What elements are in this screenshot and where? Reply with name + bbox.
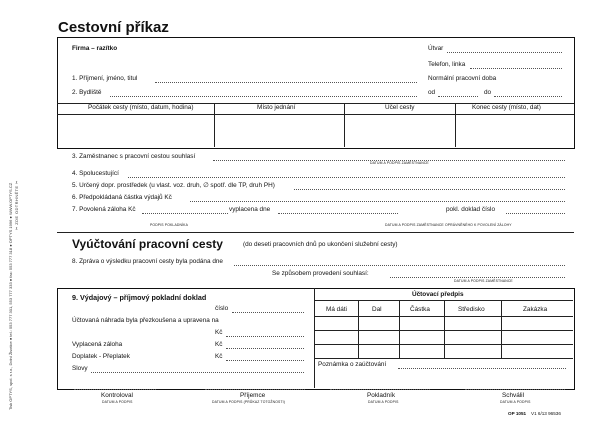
doplatek-label: Doplatek - Přeplatek (72, 353, 130, 360)
line-5-label: 5. Určený dopr. prostředek (u vlast. voz. druh, ∅ spotř. dle TP, druh PH) (72, 182, 275, 189)
trip-cell-start[interactable] (58, 115, 213, 146)
trip-header-purpose: Účel cesty (385, 104, 415, 111)
predpis-title: Účtovací předpis (412, 291, 464, 298)
nahrada-kc-label: Kč (215, 329, 223, 336)
line-3-label: 3. Zaměstnanec s pracovní cestou souhlasí (72, 153, 196, 160)
sig-schvalil-label: Schválil (502, 392, 525, 399)
sig-pokladnik-field[interactable] (330, 389, 430, 390)
zpusob-field[interactable] (390, 277, 565, 278)
sig-schvalil-field[interactable] (465, 389, 565, 390)
sig-kontroloval-caption: DATUM A PODPIS (102, 400, 133, 404)
line-7-doklad-field[interactable] (506, 213, 565, 214)
vyuctovani-subtitle: (do deseti pracovních dnů po ukončení služební cesty) (243, 241, 398, 248)
predpis-col-zakazka: Zakázka (523, 306, 548, 313)
trip-cell-purpose[interactable] (345, 115, 454, 146)
form-code: OP 1051 (508, 411, 527, 416)
sig-pokladnik-label: Pokladník (367, 392, 396, 399)
nahrada-kc-field[interactable] (226, 336, 304, 337)
sig-kontroloval-label: Kontroloval (101, 392, 133, 399)
predpis-col-ma-dati: Má dáti (326, 306, 347, 313)
sig-prijemce-field[interactable] (205, 389, 305, 390)
bydliste-field[interactable] (110, 96, 417, 97)
trip-header-end: Konec cesty (místo, dat) (472, 104, 541, 111)
poznamka-label: Poznámka o zaúčtování (318, 361, 387, 368)
predpis-col-stredisko: Středisko (458, 306, 485, 313)
doklad-cislo-label: číslo (215, 305, 229, 312)
do-field[interactable] (494, 96, 562, 97)
od-field[interactable] (438, 96, 478, 97)
prijmeni-field[interactable] (155, 82, 417, 83)
nahrada-label: Účtovaná náhrada byla přezkoušena a upravena na (72, 317, 219, 324)
sig-schvalil-caption: DATUM A PODPIS (500, 400, 531, 404)
sig-kontroloval-field[interactable] (74, 389, 156, 390)
telefon-field[interactable] (470, 68, 562, 69)
line-3-caption: DATUM A PODPIS ZAMĚSTNANCE (370, 161, 429, 165)
slovy-label: Slovy (72, 365, 88, 372)
line-7-zaloha-label: 7. Povolená záloha Kč (72, 206, 136, 213)
bydliste-label: 2. Bydliště (72, 89, 102, 96)
line-6-label: 6. Předpokládaná částka výdajů Kč (72, 194, 172, 201)
firma-label: Firma – razítko (72, 45, 118, 52)
doplatek-kc-label: Kč (215, 353, 223, 360)
vyuctovani-title: Vyúčtování pracovní cesty (72, 237, 223, 251)
line-7-zaloha-field[interactable] (142, 213, 228, 214)
slovy-field[interactable] (91, 372, 304, 373)
line-7-caption-pokladnik: PODPIS POKLADNÍKA (150, 223, 188, 227)
do-label: do (484, 89, 492, 96)
doklad-cislo-field[interactable] (232, 312, 304, 313)
form-version: V1 6/13 96536 (531, 411, 561, 416)
od-label: od (428, 89, 436, 96)
line-8-label: 8. Zpráva o výsledku pracovní cesty byla podána dne (72, 258, 223, 265)
zpusob-label: Se způsobem provedení souhlasí: (272, 270, 369, 277)
publisher-imprint: Tisk OPTYS, spol. s r.o., Dolní Životice ● tel.: 553 777 301, 553 777 333 ● fax: 553 777 318 ● OPTYS 1996 ● WWW.OPTYS.CZ (8, 182, 13, 410)
doklad-title: 9. Výdajový – příjmový pokladní doklad (72, 293, 207, 302)
trip-header-place: Místo jednání (257, 104, 296, 111)
utvar-label: Útvar (428, 45, 444, 52)
line-7-dne-field[interactable] (278, 213, 398, 214)
sig-prijemce-label: Příjemce (240, 392, 266, 399)
line-7-doklad-label: pokl. doklad číslo (446, 206, 496, 213)
prijmeni-label: 1. Příjmení, jméno, titul (72, 75, 138, 82)
doklad-section (57, 288, 575, 390)
utvar-field[interactable] (447, 52, 562, 53)
trip-cell-place[interactable] (215, 115, 343, 146)
sig-prijemce-caption: DATUM A PODPIS (PRŮKAZ TOTOŽNOSTI) (212, 400, 286, 404)
line-7-caption-opravneny: DATUM A PODPIS ZAMĚSTNANCE OPRÁVNĚNÉHO K POVOLENÍ ZÁLOHY (385, 223, 512, 227)
tear-off-label: ✂ ZDE ODTRHNĚTE ✂ (14, 180, 19, 230)
zaloha-kc-label: Kč (215, 341, 223, 348)
zaloha-kc-field[interactable] (226, 348, 304, 349)
line-6-field[interactable] (190, 201, 565, 202)
zpusob-caption: DATUM A PODPIS ZAMĚSTNANCE (454, 279, 513, 283)
line-4-field[interactable] (128, 177, 565, 178)
line-8-field[interactable] (234, 265, 565, 266)
line-7-dne-label: vyplacena dne (229, 206, 271, 213)
line-5-field[interactable] (294, 189, 565, 190)
line-4-label: 4. Spolucestující (72, 170, 119, 177)
poznamka-field[interactable] (398, 368, 566, 369)
zaloha-label: Vyplacená záloha (72, 341, 123, 348)
page-title: Cestovní příkaz (58, 19, 169, 36)
trip-cell-end[interactable] (456, 115, 573, 146)
doplatek-kc-field[interactable] (226, 360, 304, 361)
telefon-label: Telefon, linka (428, 61, 466, 68)
predpis-col-castka: Částka (410, 306, 430, 313)
trip-header-start: Počátek cesty (místo, datum, hodina) (88, 104, 194, 111)
sig-pokladnik-caption: DATUM A PODPIS (368, 400, 399, 404)
predpis-col-dal: Dal (372, 306, 382, 313)
normalni-doba-label: Normální pracovní doba (428, 75, 497, 82)
